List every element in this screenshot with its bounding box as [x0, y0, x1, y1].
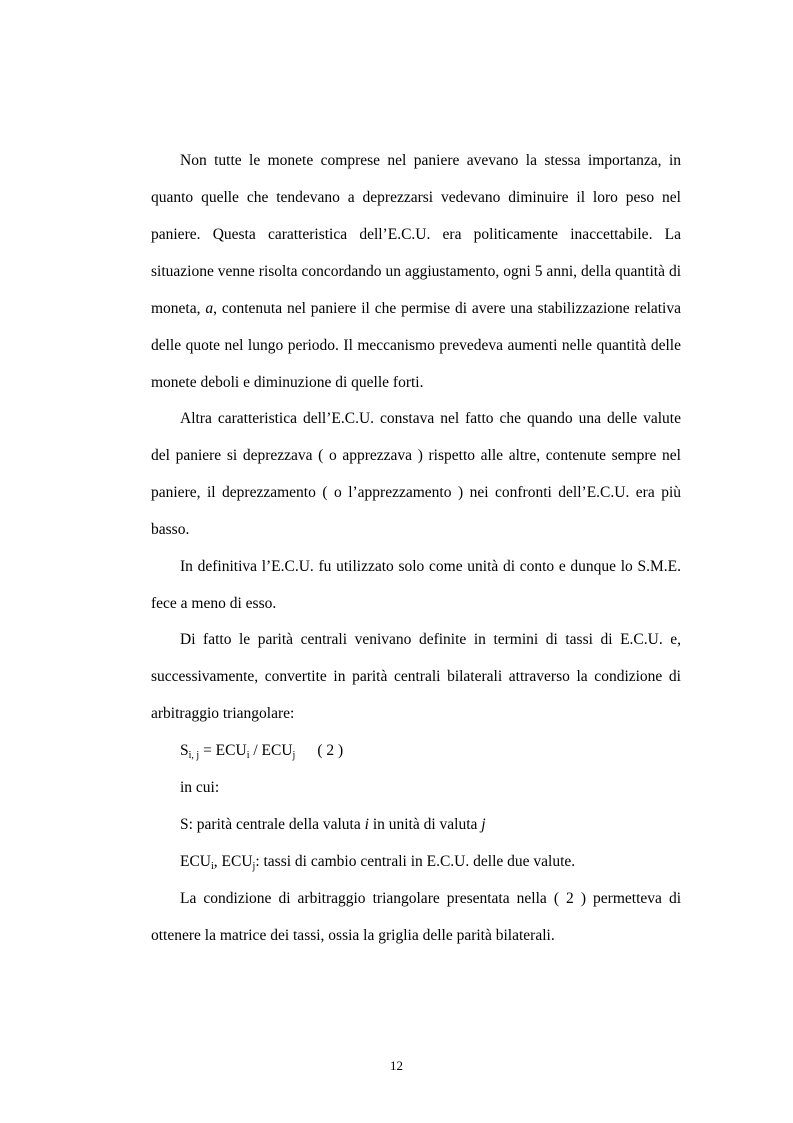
paragraph-rate-matrix: La condizione di arbitraggio triangolare presentata nella ( 2 ) permetteva di ottenere la matrice dei tassi, ossia la griglia delle parità bilaterali.	[151, 890, 681, 944]
definition-ecu	[180, 843, 681, 880]
definition-subscript: i	[211, 861, 214, 872]
formula-text: = ECU	[199, 742, 247, 759]
definition-text: ECU	[180, 853, 211, 870]
formula-subscript: i	[246, 750, 250, 761]
variable-a: a	[205, 300, 214, 317]
formula-subscript: j	[292, 750, 296, 761]
variable-i: i	[364, 816, 369, 833]
page-number: 12	[390, 1058, 403, 1073]
formula-number: ( 2 )	[317, 742, 344, 759]
definition-text: S: parità centrale della valuta	[180, 816, 365, 833]
definition-text: , ECU	[213, 853, 253, 870]
paragraph-ecu-unit-of-account: In definitiva l’E.C.U. fu utilizzato solo come unità di conto e dunque lo S.M.E. fece a meno di esso.	[151, 558, 681, 612]
formula-subscript: i, j	[188, 750, 200, 761]
paragraph-ecu-characteristic: Altra caratteristica dell’E.C.U. constava nel fatto che quando una delle valute del paniere si deprezzava ( o apprezzava ) rispetto alle altre, contenute sempre nel paniere, il deprezzamento ( o l’apprezzamento ) nei confronti dell’E.C.U. era più basso.	[151, 410, 681, 538]
formula-text: / ECU	[249, 742, 293, 759]
definition-text: in unità di valuta	[368, 816, 482, 833]
paragraph-text: , contenuta nel paniere il che permise di avere una stabilizzazione relativa delle quote nel lungo periodo. Il meccanismo prevedeva aumenti nelle quantità delle monete deboli e diminuzione di quelle forti.	[151, 300, 681, 391]
variable-j: j	[481, 816, 486, 833]
paragraph-text: Non tutte le monete comprese nel paniere avevano la stessa importanza, in quanto quelle che tendevano a deprezzarsi vedevano diminuire il loro peso nel paniere. Questa caratteristica dell’E.C.U. era politicamente inaccettabile. La situazione venne risolta concordando un aggiustamento, ogni 5 anni, della quantità di moneta,	[151, 152, 681, 317]
paragraph-ecu-weights	[151, 142, 681, 401]
formula-triangular-arbitrage	[180, 732, 681, 769]
definition-subscript: j	[252, 861, 256, 872]
definition-text: : tassi di cambio centrali in E.C.U. delle due valute.	[255, 853, 576, 870]
definition-s	[180, 806, 681, 843]
formula-s: S	[180, 742, 189, 759]
in-cui-label: in cui:	[180, 779, 220, 796]
paragraph-central-parities: Di fatto le parità centrali venivano definite in termini di tassi di E.C.U. e, successivamente, convertite in parità centrali bilaterali attraverso la condizione di arbitraggio triangolare:	[151, 631, 681, 722]
